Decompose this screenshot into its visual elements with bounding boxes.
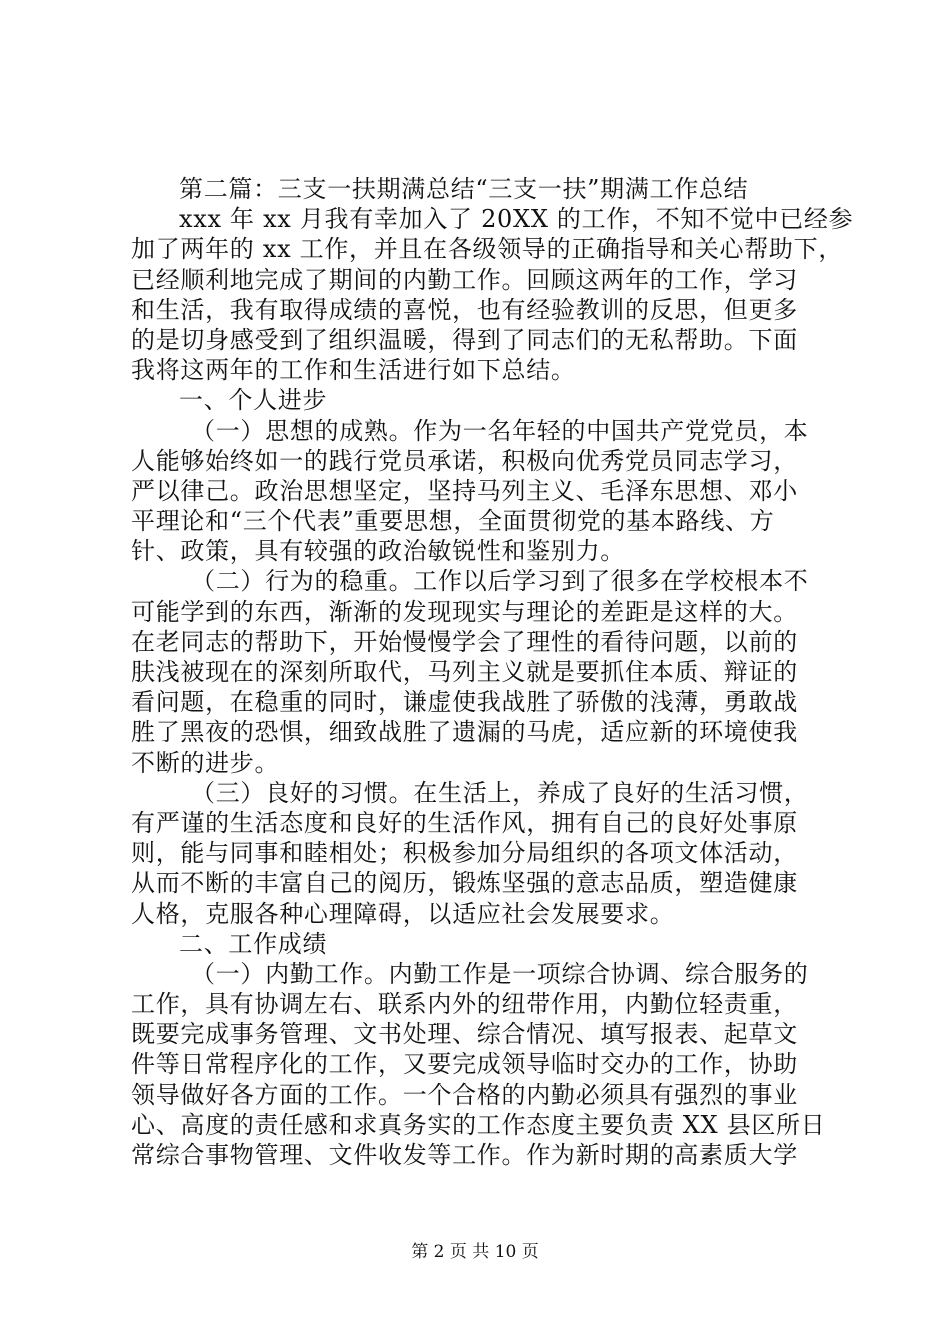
subsection-line: （三）良好的习惯。在生活上，养成了良好的生活习惯， (191, 778, 809, 807)
paragraph-line: 心、高度的责任感和求真务实的工作态度主要负责 XX 县区所日 (131, 1110, 826, 1139)
paragraph-line: 看问题，在稳重的同时，谦虚使我战胜了骄傲的浅薄，勇敢战 (131, 688, 798, 717)
document-body (131, 174, 854, 1170)
paragraph-line: 不断的进步。 (131, 748, 280, 777)
paragraph-line: 有严谨的生活态度和良好的生活作风，拥有自己的良好处事原 (131, 808, 798, 837)
section-heading: 一、个人进步 (179, 386, 328, 415)
paragraph-line: 的是切身感受到了组织温暖，得到了同志们的无私帮助。下面 (131, 325, 798, 354)
paragraph-line: 领导做好各方面的工作。一个合格的内勤必须具有强烈的事业 (131, 1080, 798, 1109)
paragraph-line: 常综合事物管理、文件收发等工作。作为新时期的高素质大学 (131, 1141, 798, 1169)
paragraph-line: 在老同志的帮助下，开始慢慢学会了理性的看待问题，以前的 (131, 627, 798, 656)
section-heading: 二、工作成绩 (179, 929, 328, 958)
paragraph-line: 针、政策，具有较强的政治敏锐性和鉴别力。 (131, 537, 625, 566)
paragraph-line: 加了两年的 xx 工作，并且在各级领导的正确指导和关心帮助下， (131, 235, 844, 264)
document-title: 第二篇：三支一扶期满总结“三支一扶”期满工作总结 (179, 175, 749, 203)
paragraph-line: 胜了黑夜的恐惧，细致战胜了遗漏的马虎，适应新的环境使我 (131, 718, 798, 747)
subsection-line: （二）行为的稳重。工作以后学习到了很多在学校根本不 (191, 567, 809, 596)
paragraph-line: 件等日常程序化的工作，又要完成领导临时交办的工作，协助 (131, 1050, 798, 1079)
paragraph-line: 则，能与同事和睦相处；积极参加分局组织的各项文体活动， (131, 839, 798, 868)
paragraph-line: 从而不断的丰富自己的阅历，锻炼坚强的意志品质，塑造健康 (131, 869, 798, 898)
paragraph-line: 既要完成事务管理、文书处理、综合情况、填写报表、起草文 (131, 1020, 798, 1049)
paragraph-line: 我将这两年的工作和生活进行如下总结。 (131, 356, 576, 385)
paragraph-line: 肤浅被现在的深刻所取代，马列主义就是要抓住本质、辩证的 (131, 658, 798, 686)
subsection-line: （一）内勤工作。内勤工作是一项综合协调、综合服务的 (191, 959, 809, 988)
paragraph-line: 可能学到的东西，渐渐的发现现实与理论的差距是这样的大。 (131, 597, 798, 626)
paragraph-line: 和生活，我有取得成绩的喜悦，也有经验教训的反思，但更多 (131, 295, 798, 324)
paragraph-line: 严以律己。政治思想坚定，坚持马列主义、毛泽东思想、邓小 (131, 476, 798, 505)
paragraph-line: 人格，克服各种心理障碍，以适应社会发展要求。 (131, 899, 675, 928)
paragraph-line: 工作，具有协调左右、联系内外的纽带作用，内勤位轻责重， (131, 990, 798, 1019)
paragraph-line: xxx 年 xx 月我有幸加入了 20XX 的工作，不知不觉中已经参 (179, 205, 854, 234)
paragraph-line: 已经顺利地完成了期间的内勤工作。回顾这两年的工作，学习 (131, 265, 798, 294)
page-footer: 第 2 页 共 10 页 (411, 1242, 539, 1262)
paragraph-line: 人能够始终如一的践行党员承诺，积极向优秀党员同志学习， (131, 446, 798, 475)
subsection-line: （一）思想的成熟。作为一名年轻的中国共产党党员，本 (191, 416, 809, 445)
paragraph-line: 平理论和“三个代表”重要思想，全面贯彻党的基本路线、方 (131, 507, 775, 536)
